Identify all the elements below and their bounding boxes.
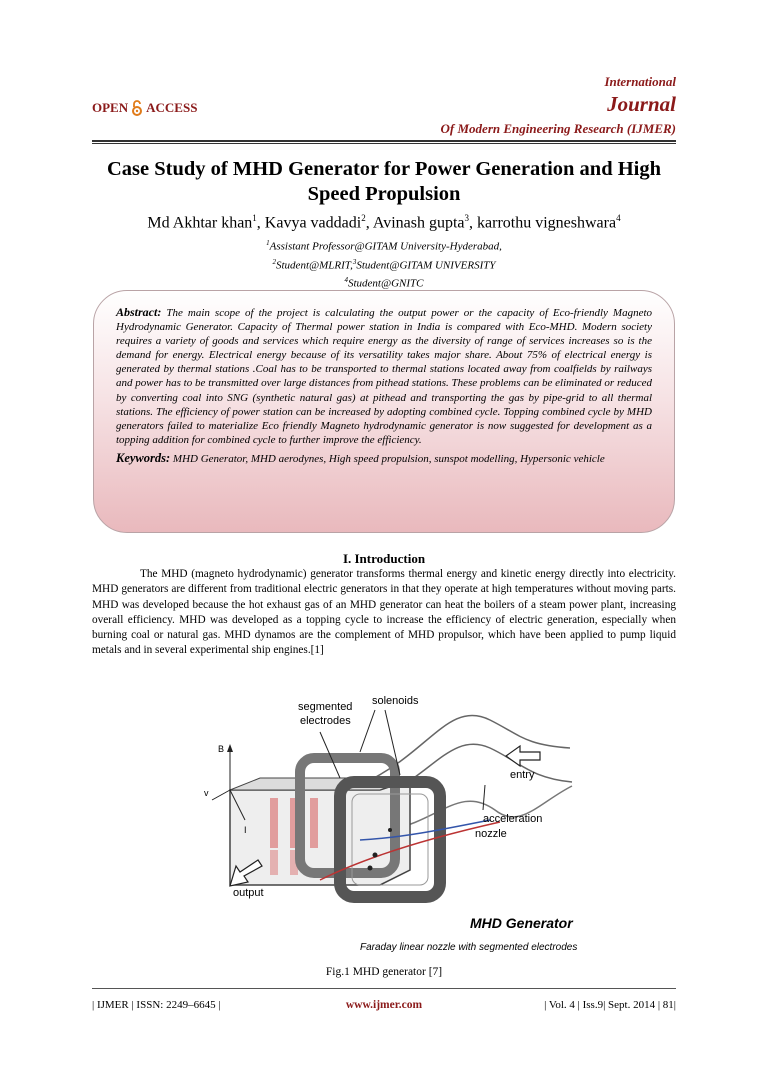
mhd-generator-figure bbox=[200, 690, 580, 960]
open-access-logo bbox=[92, 100, 197, 116]
particle-dot bbox=[368, 866, 373, 871]
nozzle-duct-bottom bbox=[390, 786, 572, 830]
author-sup: 3 bbox=[464, 213, 470, 223]
footer-divider bbox=[92, 988, 676, 989]
open-lock-icon bbox=[131, 100, 143, 116]
title-line-2: Speed Propulsion bbox=[307, 183, 461, 205]
footer-issn: | IJMER | ISSN: 2249–6645 | bbox=[92, 999, 221, 1011]
affil-text: Student@GNITC bbox=[347, 277, 424, 290]
leader-nozzle bbox=[483, 785, 485, 810]
affiliation-line-1 bbox=[80, 236, 688, 255]
header-divider-thin bbox=[92, 143, 676, 144]
header-divider bbox=[92, 140, 676, 142]
affil-text: Assistant Professor@GITAM University-Hyderabad, bbox=[269, 240, 502, 253]
paper-title bbox=[80, 157, 688, 207]
figure-title: MHD Generator bbox=[470, 915, 573, 931]
label-entry: entry bbox=[510, 769, 535, 781]
abstract-paragraph bbox=[116, 305, 652, 447]
label-output: output bbox=[233, 887, 264, 899]
footer-website-link[interactable]: www.ijmer.com bbox=[345, 999, 423, 1011]
affil-sup: 4 bbox=[344, 276, 348, 285]
leader-solenoids bbox=[360, 710, 375, 752]
author-name: karrothu vigneshwara bbox=[477, 214, 617, 232]
axis-B-head bbox=[227, 744, 233, 752]
section-heading: I. Introduction bbox=[342, 551, 426, 566]
author-separator: , bbox=[469, 214, 478, 232]
label-electrodes: electrodes bbox=[300, 715, 351, 727]
affil-sup: 2 bbox=[272, 257, 276, 266]
electrode-stripe bbox=[270, 798, 278, 848]
author-name: Md Akhtar khan bbox=[147, 214, 253, 232]
author-separator: , bbox=[256, 214, 265, 232]
axis-v bbox=[212, 790, 230, 800]
label-v: v bbox=[204, 788, 209, 798]
footer-volume: | Vol. 4 | Iss.9| Sept. 2014 | 81| bbox=[544, 999, 676, 1011]
keywords-text: MHD Generator, MHD aerodynes, High speed propulsion, sunspot modelling, Hypersonic vehicle bbox=[172, 452, 605, 465]
label-segmented: segmented bbox=[298, 701, 353, 713]
abstract-label: Abstract: bbox=[116, 305, 162, 319]
author-sup: 2 bbox=[361, 213, 366, 223]
open-access-left-text: OPEN bbox=[92, 100, 129, 115]
label-I: I bbox=[244, 825, 247, 835]
affiliation-line-2 bbox=[80, 255, 688, 274]
affil-text: Student@GITAM UNIVERSITY bbox=[356, 259, 496, 272]
nozzle-duct-top bbox=[370, 715, 570, 780]
affil-sup: 3 bbox=[352, 257, 357, 266]
introduction-paragraph bbox=[92, 567, 676, 659]
title-line-1: Case Study of MHD Generator for Power Generation and High bbox=[106, 158, 662, 180]
journal-international: International bbox=[604, 74, 676, 89]
introduction-text: The MHD (magneto hydrodynamic) generator transforms thermal energy and kinetic energy directly into electricity. MHD generators are different from traditional electric generators in that they operate at high temperatures without moving parts. MHD was developed because the hot exhaust gas of an MHD generator can heat the boilers of a steam power plant, increasing overall efficiency. MHD was developed as a topping cycle to increase the efficiency of electric generation, especially when burning coal or natural gas. MHD dynamos are the complement of MHD propulsor, which have been applied to pump liquid metals and in several experimental ship engines.[1] bbox=[92, 568, 676, 657]
label-nozzle: nozzle bbox=[475, 828, 507, 840]
affil-text: Student@MLRIT, bbox=[276, 259, 353, 272]
particle-dot bbox=[388, 828, 392, 832]
particle-dot bbox=[373, 853, 378, 858]
label-B: B bbox=[218, 744, 225, 754]
label-acceleration: acceleration bbox=[483, 813, 543, 825]
keywords bbox=[116, 449, 652, 468]
keywords-label: Keywords: bbox=[116, 450, 171, 465]
abstract-box bbox=[93, 290, 675, 533]
author-separator: , bbox=[365, 214, 373, 232]
abstract-text: The main scope of the project is calculating the output power or the capacity of Eco-friendly Magneto Hydrodynamic Generator. Capacity of Thermal power station in India is compared with Eco-MHD. Modern society requires a variety of goods and services which require energy as the diversity of range of services increases so is the demand for energy. Electrical energy because of its versatility takes major share. About 75% of electrical energy is generated by thermal stations .Coal has to be transported to thermal stations located away from coalfields by railways and power has to be transmitted over large distances from pithead stations. These problems can be eliminated or reduced by converting coal into SNG (synthetic natural gas) at pithead and transporting the gas by pipe-grid to all thermal stations. The efficiency of power station can be increased by adopting combined cycle. Topping combined cycle by MHD generators failed to materialize Eco friendly Magneto hydrodynamic generator is now suggested for development as a topping addition for combined cycle to further improve the efficiency. bbox=[116, 307, 653, 446]
open-access-right-text: ACCESS bbox=[146, 100, 198, 115]
entry-arrow bbox=[506, 746, 540, 766]
figure-caption: Fig.1 MHD generator [7] bbox=[325, 966, 443, 978]
author-sup: 4 bbox=[616, 213, 621, 223]
label-solenoids: solenoids bbox=[372, 695, 419, 707]
electrode-stripe bbox=[270, 850, 278, 875]
figure-subtitle: Faraday linear nozzle with segmented electrodes bbox=[360, 942, 578, 953]
author-name: Avinash gupta bbox=[372, 214, 465, 232]
author-list bbox=[80, 213, 688, 232]
affiliations bbox=[80, 236, 688, 292]
journal-name: Journal bbox=[607, 92, 676, 116]
electrode-stripe bbox=[310, 798, 318, 848]
affil-sup: 1 bbox=[266, 239, 270, 247]
journal-subtitle: Of Modern Engineering Research (IJMER) bbox=[440, 121, 676, 136]
author-sup: 1 bbox=[252, 213, 257, 223]
author-name: Kavya vaddadi bbox=[264, 214, 362, 232]
